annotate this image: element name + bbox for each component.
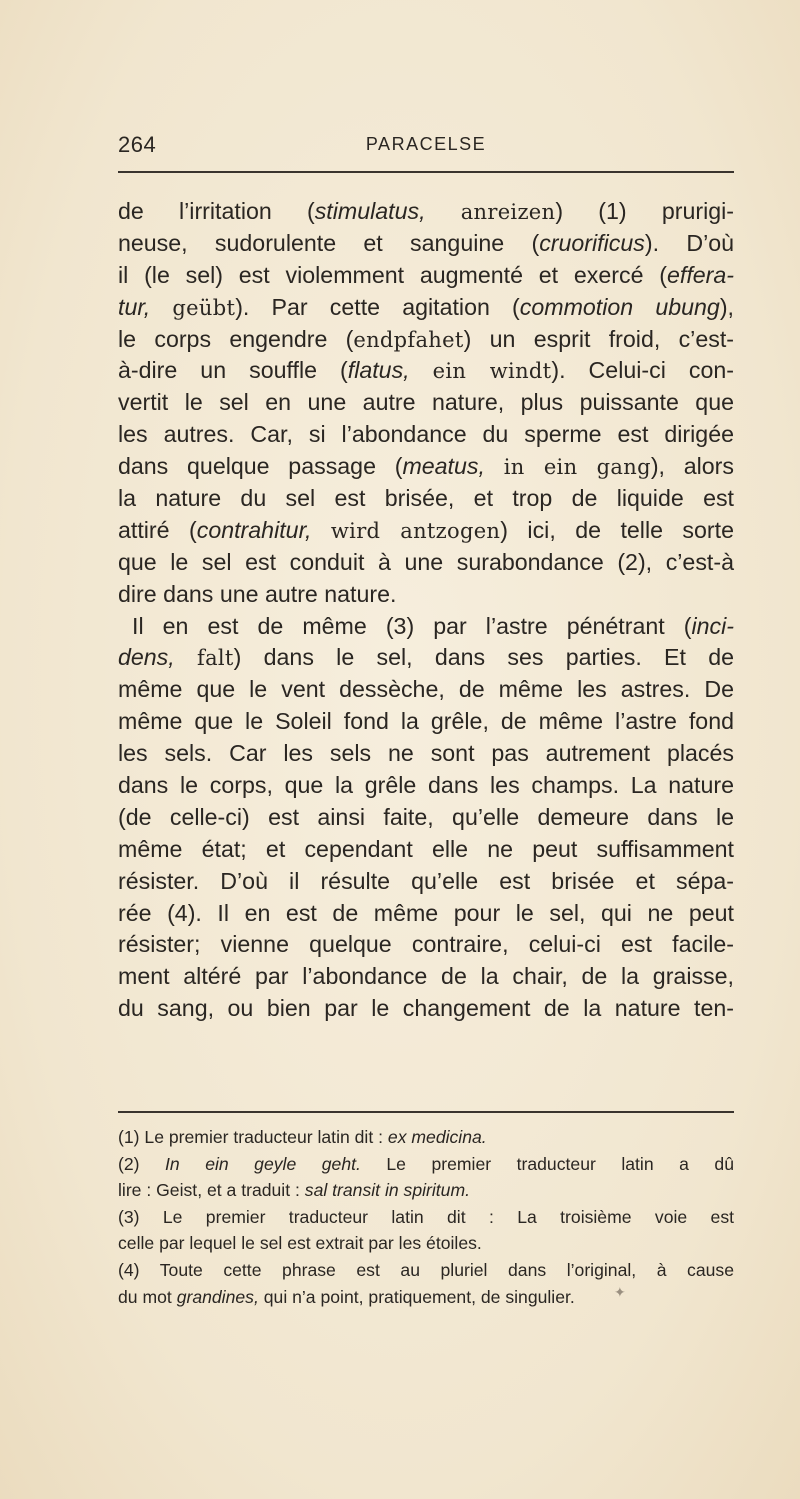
text-line: neuse, sudorulente et sanguine (cruorificus). D’où [118, 229, 735, 256]
text-line: dens, falt) dans le sel, dans ses parties. Et de [118, 644, 734, 671]
text-line: les sels. Car les sels ne sont pas autrement placés [118, 740, 734, 767]
text-line: tur, geübt). Par cette agitation (commotion ubung), [118, 293, 734, 320]
page-header [118, 132, 734, 166]
text-line: du sang, ou bien par le changement de la nature ten- [118, 995, 734, 1022]
text-line: le corps engendre (endpfahet) un esprit froid, c’est- [118, 325, 734, 352]
footnote-3-cont: celle par lequel le sel est extrait par les étoiles. [118, 1233, 482, 1254]
footnote-2-cont: lire : Geist, et a traduit : sal transit in spiritum. [118, 1180, 470, 1201]
text-line: dire dans une autre nature. [118, 580, 397, 607]
header-rule [118, 171, 734, 173]
running-head: PARACELSE [365, 134, 487, 154]
text-line: la nature du sel est brisée, et trop de liquide est [118, 485, 734, 512]
text-line: que le sel est conduit à une surabondance (2), c’est-à [118, 548, 734, 575]
text-line: de l’irritation (stimulatus, anreizen) (1) prurigi- [118, 198, 734, 224]
text-line: attiré (contrahitur, wird antzogen) ici, de telle sorte [118, 516, 734, 543]
text-line: résister; vienne quelque contraire, celui-ci est facile- [118, 931, 734, 958]
footnote-4-cont: du mot grandines, qui n’a point, pratiquement, de singulier. [118, 1286, 575, 1307]
text-line: résister. D’où il résulte qu’elle est brisée et sépa- [118, 867, 734, 894]
text-line: même que le vent dessèche, de même les astres. De [118, 676, 734, 703]
text-line: à-dire un souffle (flatus, ein windt). Celui-ci con- [118, 357, 734, 384]
text-line: il (le sel) est violemment augmenté et exercé (effera- [118, 261, 734, 288]
text-line: (de celle-ci) est ainsi faite, qu’elle demeure dans le [118, 803, 734, 830]
text-line: rée (4). Il en est de même pour le sel, qui ne peut [118, 899, 734, 926]
footnote-2: (2) In ein geyle geht. Le premier traducteur latin a dû [118, 1153, 734, 1174]
text-line: les autres. Car, si l’abondance du sperme est dirigée [118, 421, 734, 448]
text-line: ment altéré par l’abondance de la chair, de la graisse, [118, 963, 734, 990]
text-line: dans le corps, que la grêle dans les champs. La nature [118, 772, 734, 799]
footnote-1: (1) Le premier traducteur latin dit : ex medicina. [118, 1127, 487, 1147]
text-line: Il en est de même (3) par l’astre pénétrant (inci- [132, 612, 734, 639]
text-line: vertit le sel en une autre nature, plus puissante que [118, 389, 734, 416]
footnote-3: (3) Le premier traducteur latin dit : La troisième voie est [118, 1206, 734, 1227]
text-line: dans quelque passage (meatus, in ein gang), alors [118, 453, 734, 480]
footnote-rule [118, 1111, 734, 1113]
page-number: 264 [118, 132, 157, 157]
body-text [118, 196, 734, 1025]
footnotes [118, 1124, 734, 1310]
footnote-4: (4) Toute cette phrase est au pluriel dans l’original, à cause [118, 1259, 734, 1280]
printer-mark: ✦ [614, 1284, 626, 1300]
text-line: même état; et cependant elle ne peut suffisamment [118, 835, 734, 862]
text-line: même que le Soleil fond la grêle, de même l’astre fond [118, 708, 734, 735]
